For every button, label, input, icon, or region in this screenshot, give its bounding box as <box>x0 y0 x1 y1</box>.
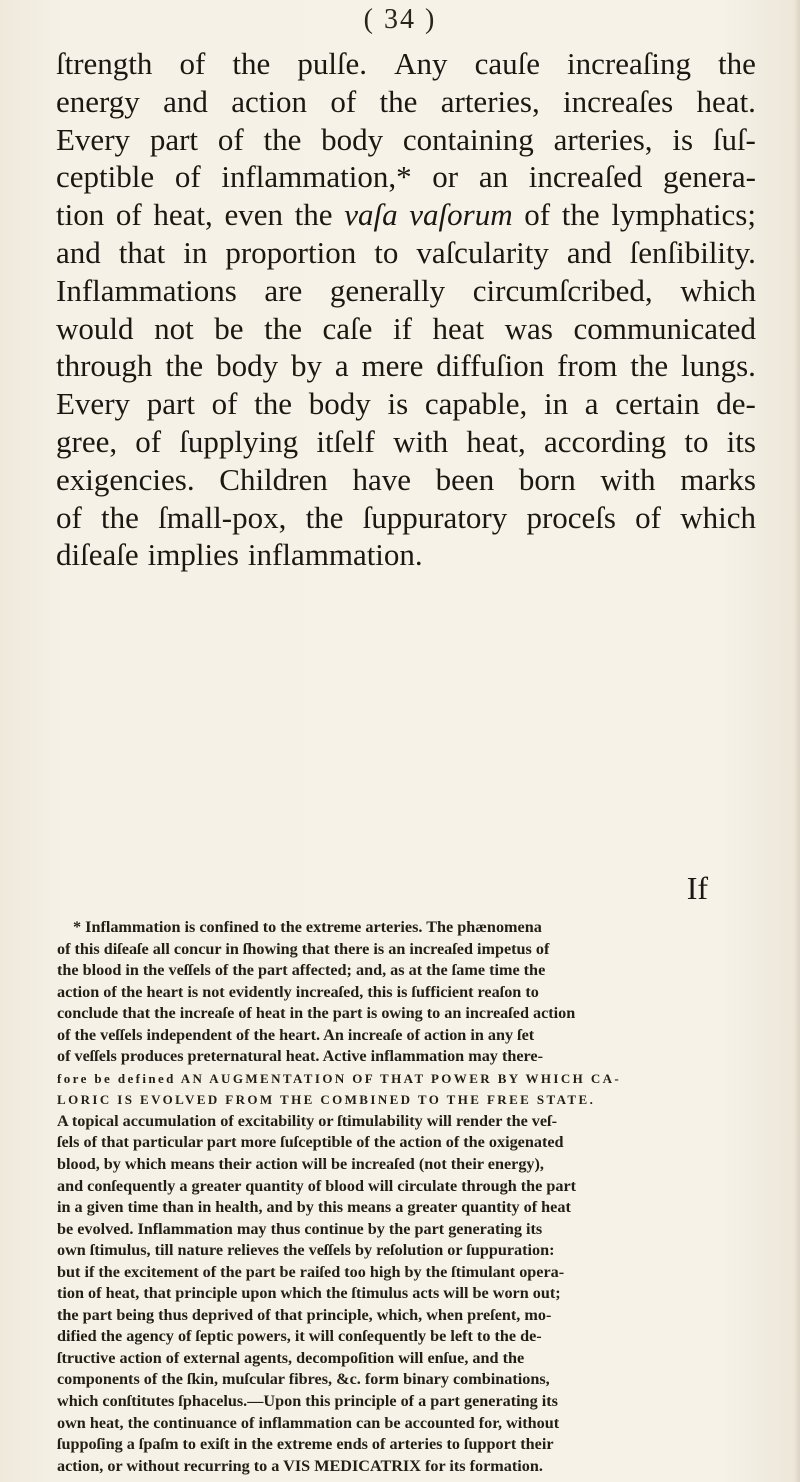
word: of <box>635 499 661 535</box>
word: body <box>216 348 279 384</box>
catchword: If <box>686 870 708 906</box>
footnote-text-smallcaps: LORIC IS EVOLVED FROM THE COMBINED TO THE FREE STATE. <box>57 1092 596 1108</box>
footnote-line <box>57 1154 759 1176</box>
word: pulſe. <box>297 46 368 81</box>
footnote-text: but if the excitement of the part be raiſed too high by the ſtimulant opera- <box>57 1262 565 1281</box>
footnote-line <box>57 1391 759 1413</box>
word: caſe <box>322 310 373 346</box>
footnote-text: ſuppoſing a ſpaſm to exiſt in the extreme ends of arteries to ſupport their <box>57 1435 554 1454</box>
word: was <box>504 310 553 346</box>
word: Children <box>219 461 328 497</box>
italic-word: vaſorum <box>409 197 513 233</box>
word: heat, <box>153 197 213 233</box>
footnote-line <box>57 982 759 1004</box>
footnote-text: action of the heart is not evidently increaſed, this is ſufficient reaſon to <box>57 982 539 1001</box>
footnote-line <box>57 939 759 961</box>
text-line-2 <box>56 83 756 121</box>
word: the <box>254 386 293 422</box>
word: body <box>321 121 384 157</box>
word: through <box>56 348 153 384</box>
word: lungs. <box>681 348 756 384</box>
word: part <box>149 121 199 157</box>
word: mere <box>361 348 424 384</box>
footnote-text: own heat, the continuance of inflammation can be accounted for, without <box>57 1413 560 1432</box>
footnote-line <box>57 1326 759 1348</box>
word: by <box>290 348 322 384</box>
word: vaſcularity <box>416 234 549 270</box>
word: not <box>154 310 194 346</box>
word: of <box>135 423 162 459</box>
footnote-text: ſtructive action of external agents, decompoſition will enſue, and the <box>57 1348 525 1367</box>
word: if <box>392 310 412 346</box>
text-line-6 <box>56 234 756 272</box>
word: a <box>584 386 599 422</box>
word: the <box>101 499 139 535</box>
word: generally <box>329 272 446 308</box>
footnote-line <box>57 1456 759 1478</box>
footnote <box>57 917 759 1477</box>
footnote-text: * Inflammation is confined to the extreme arteries. The phænomena <box>73 918 542 936</box>
word: ſtrength <box>56 46 153 81</box>
word: part <box>146 386 195 422</box>
word: which <box>680 499 756 535</box>
footnote-text: the part being thus deprived of that principle, which, when preſent, mo- <box>57 1305 552 1324</box>
footnote-text: tion of heat, that principle upon which the ſtimulus acts will be worn out; <box>57 1284 561 1303</box>
word: Any <box>394 46 448 81</box>
word: of <box>217 121 244 157</box>
word: ſupplying <box>179 423 299 459</box>
footnote-line <box>57 1089 759 1111</box>
word: body <box>308 386 371 422</box>
word: are <box>264 272 303 308</box>
word: the <box>561 197 600 233</box>
text-line-11 <box>56 423 756 461</box>
text-line-8 <box>56 310 756 348</box>
footnote-line <box>57 1262 759 1284</box>
word: with <box>600 461 656 497</box>
word: an <box>478 159 509 195</box>
word: been <box>435 461 495 497</box>
footnote-text: be evolved. Inflammation may thus continue by the part generating its <box>57 1219 543 1238</box>
word: the <box>232 46 271 81</box>
footnote-text: and conſequently a greater quantity of blood will circulate through the part <box>57 1176 577 1195</box>
footnote-text: own ſtimulus, till nature relieves the veſſels by reſolution or ſuppuration: <box>57 1241 555 1260</box>
text-line-3 <box>56 121 756 159</box>
word: diffuſion <box>436 348 545 384</box>
footnote-line <box>57 1197 759 1219</box>
word: and <box>163 83 208 119</box>
word: increaſes <box>563 83 674 119</box>
word: action <box>231 83 307 119</box>
word: genera- <box>663 159 756 195</box>
word: the <box>305 499 344 535</box>
word: and <box>566 234 612 270</box>
word: is <box>387 386 409 422</box>
word: marks <box>680 461 756 497</box>
word: of <box>211 386 238 422</box>
footnote-text: of this diſeaſe all concur in ſhowing that there is an increaſed impetus of <box>57 939 550 958</box>
word: heat. <box>696 83 756 119</box>
footnote-line <box>57 1305 759 1327</box>
italic-word: vaſa <box>344 197 398 233</box>
word: in <box>183 234 208 270</box>
word: lymphatics; <box>611 197 756 233</box>
text-line-1 <box>56 45 756 83</box>
footnote-line <box>57 1025 759 1047</box>
footnote-text: ſels of that particular part more ſuſceptible of the action of the oxigenated <box>57 1133 564 1152</box>
footnote-line <box>57 1283 759 1305</box>
footnote-line <box>57 1434 759 1456</box>
word: Inflammations <box>56 272 237 308</box>
footnote-line <box>57 917 759 939</box>
page-number: ( 34 ) <box>363 4 437 35</box>
footnote-text-smallcaps: fore be defined AN AUGMENTATION OF THAT POWER BY WHICH CA- <box>57 1070 622 1086</box>
word: of <box>56 499 82 535</box>
text-line-10 <box>56 385 756 423</box>
word: Every <box>56 121 131 157</box>
text-line-14 <box>56 536 756 574</box>
footnote-line <box>57 1132 759 1154</box>
text-line-4 <box>56 158 756 196</box>
word: the <box>165 348 204 384</box>
word: increaſing <box>567 46 691 81</box>
footnote-line <box>57 960 759 982</box>
word: of <box>115 197 142 233</box>
body-text <box>56 45 756 574</box>
word: ſuppuratory <box>362 499 508 535</box>
footnote-text: conclude that the increaſe of heat in the part is owing to an increaſed action <box>57 1004 576 1023</box>
word: the <box>630 348 669 384</box>
word: arteries, <box>440 83 540 119</box>
footnote-line <box>57 1219 759 1241</box>
word: proceſs <box>526 499 616 535</box>
word: would <box>56 310 134 346</box>
word: ceptible <box>56 159 155 195</box>
word: and <box>56 234 101 270</box>
word: ſuſ- <box>712 121 756 157</box>
word: its <box>726 423 756 459</box>
footnote-text: A topical accumulation of excitability or ſtimulability will render the veſ- <box>57 1111 557 1130</box>
footnote-line <box>57 1111 759 1133</box>
word: exigencies. <box>56 461 195 497</box>
word: itſelf <box>316 423 375 459</box>
word: the <box>263 121 302 157</box>
footnote-text: of veſſels produces preternatural heat. Active inflammation may there- <box>57 1047 543 1066</box>
word: inflammation. <box>247 537 423 573</box>
footnote-line <box>57 1348 759 1370</box>
word: certain <box>615 386 700 422</box>
footnote-line <box>57 1068 759 1090</box>
word: from <box>557 348 618 384</box>
word: born <box>518 461 576 497</box>
word: circumſcribed, <box>472 272 653 308</box>
word: tion <box>56 197 105 233</box>
footnote-text: of the veſſels independent of the heart. An increaſe of action in any ſet <box>57 1025 535 1044</box>
word: heat <box>432 310 485 346</box>
word: which <box>680 272 756 308</box>
word: capable, <box>424 386 528 422</box>
word: containing <box>402 121 534 157</box>
word: energy <box>56 83 140 119</box>
word: a <box>334 348 349 384</box>
page-edge-shadow <box>794 0 800 1482</box>
footnote-text: which conſtitutes ſphacelus.—Upon this principle of a part generating its <box>57 1392 558 1411</box>
word: ſmall-pox, <box>158 499 287 535</box>
word: even <box>224 197 283 233</box>
text-line-12 <box>56 461 756 499</box>
footnote-text: dified the agency of ſeptic powers, it will conſequently be left to the de- <box>57 1327 542 1346</box>
word: Every <box>56 386 131 422</box>
word: according <box>543 423 667 459</box>
word: diſeaſe <box>56 537 139 573</box>
word: to <box>684 423 709 459</box>
footnote-line <box>57 1046 759 1068</box>
footnote-line <box>57 1176 759 1198</box>
text-line-5 <box>56 196 756 234</box>
footnote-text: the blood in the veſſels of the part affected; and, as at the ſame time the <box>57 961 546 980</box>
word: of <box>524 197 551 233</box>
word: or <box>432 159 459 195</box>
word: cauſe <box>474 46 540 81</box>
footnote-text: action, or without recurring to a VIS MEDICATRIX for its formation. <box>57 1456 543 1475</box>
word: of <box>330 83 357 119</box>
footnote-text: blood, by which means their action will be increaſed (not their energy), <box>57 1155 544 1174</box>
word: gree, <box>56 423 118 459</box>
word: de- <box>716 386 756 422</box>
word: the <box>264 310 302 346</box>
footnote-line <box>57 1240 759 1262</box>
text-line-7 <box>56 272 756 310</box>
word: of <box>174 159 201 195</box>
word: inflammation,* <box>221 159 412 195</box>
word: that <box>118 234 166 270</box>
word: proportion <box>225 234 357 270</box>
word: increaſed <box>528 159 643 195</box>
word: the <box>718 46 756 81</box>
word: to <box>374 234 399 270</box>
word: arteries, <box>553 121 653 157</box>
word: heat, <box>466 423 526 459</box>
word: ſenſibility. <box>629 234 756 270</box>
footnote-text: components of the ſkin, muſcular fibres, &c. form binary combinations, <box>57 1370 550 1389</box>
footnote-line <box>57 1003 759 1025</box>
word: of <box>179 46 206 81</box>
word: implies <box>147 537 239 573</box>
word: with <box>393 423 449 459</box>
footnote-text: in a given time than in health, and by this means a greater quantity of heat <box>57 1198 571 1217</box>
text-line-13 <box>56 499 756 537</box>
word: is <box>672 121 694 157</box>
footnote-line <box>57 1413 759 1435</box>
word: be <box>214 310 244 346</box>
footnote-line <box>57 1369 759 1391</box>
text-line-9 <box>56 347 756 385</box>
word: the <box>294 197 333 233</box>
word: have <box>352 461 411 497</box>
word: communicated <box>573 310 756 346</box>
word: the <box>379 83 418 119</box>
word: in <box>543 386 569 422</box>
